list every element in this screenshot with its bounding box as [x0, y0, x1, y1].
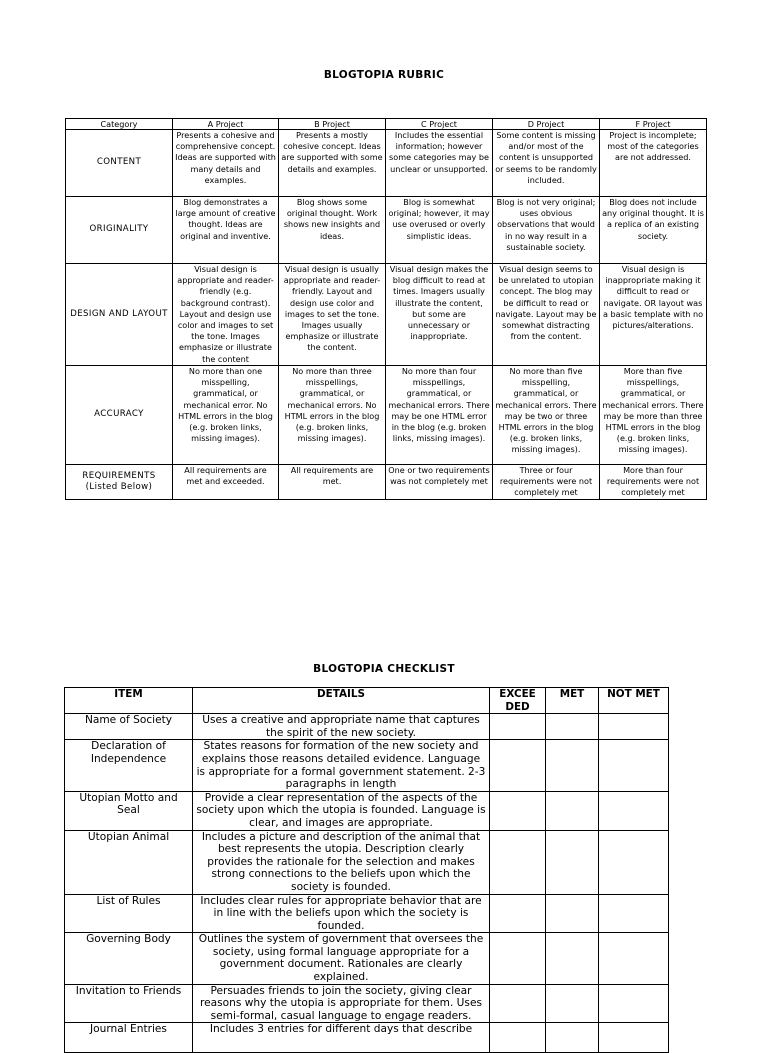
rubric-category: DESIGN AND LAYOUT	[66, 264, 173, 366]
rubric-category: CONTENT	[66, 130, 173, 197]
rubric-category: ORIGINALITY	[66, 197, 173, 264]
checklist-row	[65, 933, 669, 984]
rubric-header-cell: C Project	[386, 119, 493, 130]
checklist-header-cell: ITEM	[65, 688, 193, 714]
checklist-details: Includes clear rules for appropriate behavior that are in line with the beliefs upon which the society is founded.	[193, 894, 490, 933]
checklist-row	[65, 984, 669, 1023]
rubric-title: BLOGTOPIA RUBRIC	[323, 69, 445, 81]
not-met-cell[interactable]	[599, 894, 669, 933]
exceeded-cell[interactable]	[490, 894, 546, 933]
checklist-details: Outlines the system of government that oversees the society, using formal language appropriate for a government document. Rationales are clearly explained.	[193, 933, 490, 984]
met-cell[interactable]	[546, 894, 599, 933]
checklist-row	[65, 714, 669, 740]
checklist-title: BLOGTOPIA CHECKLIST	[313, 663, 455, 675]
not-met-cell[interactable]	[599, 984, 669, 1023]
checklist-row	[65, 894, 669, 933]
checklist-item: Declaration of Independence	[65, 740, 193, 791]
checklist-header-cell: DETAILS	[193, 688, 490, 714]
checklist-details: Provide a clear representation of the aspects of the society upon which the utopia is founded. Language is clear, and images are appropriate.	[193, 791, 490, 830]
rubric-cell: Blog shows some original thought. Work shows new insights and ideas.	[279, 197, 386, 264]
rubric-cell: All requirements are met and exceeded.	[173, 465, 279, 500]
exceeded-cell[interactable]	[490, 933, 546, 984]
rubric-row-accuracy	[66, 366, 707, 465]
checklist-item: Journal Entries	[65, 1023, 193, 1053]
rubric-cell: More than four requirements were not completely met	[600, 465, 707, 500]
checklist-item: Name of Society	[65, 714, 193, 740]
exceeded-cell[interactable]	[490, 791, 546, 830]
rubric-header-cell: B Project	[279, 119, 386, 130]
exceeded-cell[interactable]	[490, 1023, 546, 1053]
exceeded-cell[interactable]	[490, 984, 546, 1023]
rubric-row-content	[66, 130, 707, 197]
rubric-cell: More than five misspellings, grammatical, or mechanical errors. There may be more than three HTML errors in the blog (e.g. broken links, missing images).	[600, 366, 707, 465]
rubric-cell: Three or four requirements were not completely met	[493, 465, 600, 500]
not-met-cell[interactable]	[599, 791, 669, 830]
checklist-item: List of Rules	[65, 894, 193, 933]
rubric-cell: Visual design is appropriate and reader-friendly (e.g. background contrast). Layout and design use color and images to set the tone. Images emphasize or illustrate the content	[173, 264, 279, 366]
rubric-cell: Project is incomplete; most of the categories are not addressed.	[600, 130, 707, 197]
rubric-cell: Blog does not include any original thought. It is a replica of an existing society.	[600, 197, 707, 264]
rubric-cell: One or two requirements was not completely met	[386, 465, 493, 500]
rubric-category: REQUIREMENTS (Listed Below)	[66, 465, 173, 500]
exceeded-cell[interactable]	[490, 740, 546, 791]
met-cell[interactable]	[546, 830, 599, 894]
rubric-table	[65, 118, 707, 500]
checklist-table	[64, 687, 669, 1053]
exceeded-cell[interactable]	[490, 830, 546, 894]
checklist-details: Uses a creative and appropriate name that captures the spirit of the new society.	[193, 714, 490, 740]
rubric-header-cell: D Project	[493, 119, 600, 130]
rubric-cell: All requirements are met.	[279, 465, 386, 500]
rubric-cell: No more than three misspellings, grammatical, or mechanical errors. No HTML errors in the blog (e.g. broken links, missing images).	[279, 366, 386, 465]
rubric-cell: Presents a mostly cohesive concept. Ideas are supported with some details and examples.	[279, 130, 386, 197]
exceeded-cell[interactable]	[490, 714, 546, 740]
not-met-cell[interactable]	[599, 1023, 669, 1053]
rubric-cell: Visual design seems to be unrelated to utopian concept. The blog may be difficult to read or navigate. Layout may be somewhat distracting from the content.	[493, 264, 600, 366]
rubric-cell: Visual design makes the blog difficult to read at times. Imagers usually illustrate the content, but some are unnecessary or inappropriate.	[386, 264, 493, 366]
rubric-row-design	[66, 264, 707, 366]
rubric-cell: Visual design is usually appropriate and reader-friendly. Layout and design use color and images to set the tone. Images usually emphasize or illustrate the content.	[279, 264, 386, 366]
not-met-cell[interactable]	[599, 714, 669, 740]
checklist-header-cell: EXCEE DED	[490, 688, 546, 714]
checklist-item: Governing Body	[65, 933, 193, 984]
rubric-row-requirements	[66, 465, 707, 500]
not-met-cell[interactable]	[599, 740, 669, 791]
met-cell[interactable]	[546, 933, 599, 984]
checklist-details: States reasons for formation of the new society and explains those reasons detailed evidence. Language is appropriate for a formal government statement. 2-3 paragraphs in length	[193, 740, 490, 791]
rubric-cell: Blog is somewhat original; however, it may use overused or overly simplistic ideas.	[386, 197, 493, 264]
checklist-row	[65, 1023, 669, 1053]
checklist-details: Persuades friends to join the society, giving clear reasons why the utopia is appropriate for them. Uses semi-formal, casual language to engage readers.	[193, 984, 490, 1023]
rubric-header-cell: A Project	[173, 119, 279, 130]
met-cell[interactable]	[546, 714, 599, 740]
met-cell[interactable]	[546, 740, 599, 791]
not-met-cell[interactable]	[599, 830, 669, 894]
checklist-item: Utopian Animal	[65, 830, 193, 894]
rubric-cell: Presents a cohesive and comprehensive concept. Ideas are supported with many details and examples.	[173, 130, 279, 197]
met-cell[interactable]	[546, 984, 599, 1023]
checklist-row	[65, 791, 669, 830]
rubric-cell: No more than one misspelling, grammatical, or mechanical error. No HTML errors in the blog (e.g. broken links, missing images).	[173, 366, 279, 465]
checklist-item: Utopian Motto and Seal	[65, 791, 193, 830]
rubric-cell: Includes the essential information; however some categories may be unclear or unsupported.	[386, 130, 493, 197]
checklist-header-row	[65, 688, 669, 714]
rubric-cell: Some content is missing and/or most of the content is unsupported or seems to be randomly included.	[493, 130, 600, 197]
rubric-header-row	[66, 119, 707, 130]
rubric-cell: Blog is not very original; uses obvious observations that would in no way result in a sustainable society.	[493, 197, 600, 264]
rubric-cell: Visual design is inappropriate making it difficult to read or navigate. OR layout was a basic template with no pictures/alterations.	[600, 264, 707, 366]
checklist-details: Includes a picture and description of the animal that best represents the utopia. Description clearly provides the rationale for the selection and makes strong connections to the beliefs upon which the society is founded.	[193, 830, 490, 894]
checklist-row	[65, 830, 669, 894]
checklist-header-cell: MET	[546, 688, 599, 714]
rubric-header-cell: Category	[66, 119, 173, 130]
rubric-cell: No more than four misspellings, grammatical, or mechanical errors. There may be one HTML error in the blog (e.g. broken links, missing images).	[386, 366, 493, 465]
checklist-item: Invitation to Friends	[65, 984, 193, 1023]
rubric-cell: Blog demonstrates a large amount of creative thought. Ideas are original and inventive.	[173, 197, 279, 264]
checklist-row	[65, 740, 669, 791]
checklist-header-cell: NOT MET	[599, 688, 669, 714]
rubric-row-originality	[66, 197, 707, 264]
rubric-cell: No more than five misspelling, grammatical, or mechanical errors. There may be two or three HTML errors in the blog (e.g. broken links, missing images).	[493, 366, 600, 465]
checklist-details: Includes 3 entries for different days that describe	[193, 1023, 490, 1053]
rubric-header-cell: F Project	[600, 119, 707, 130]
met-cell[interactable]	[546, 1023, 599, 1053]
not-met-cell[interactable]	[599, 933, 669, 984]
rubric-category: ACCURACY	[66, 366, 173, 465]
met-cell[interactable]	[546, 791, 599, 830]
